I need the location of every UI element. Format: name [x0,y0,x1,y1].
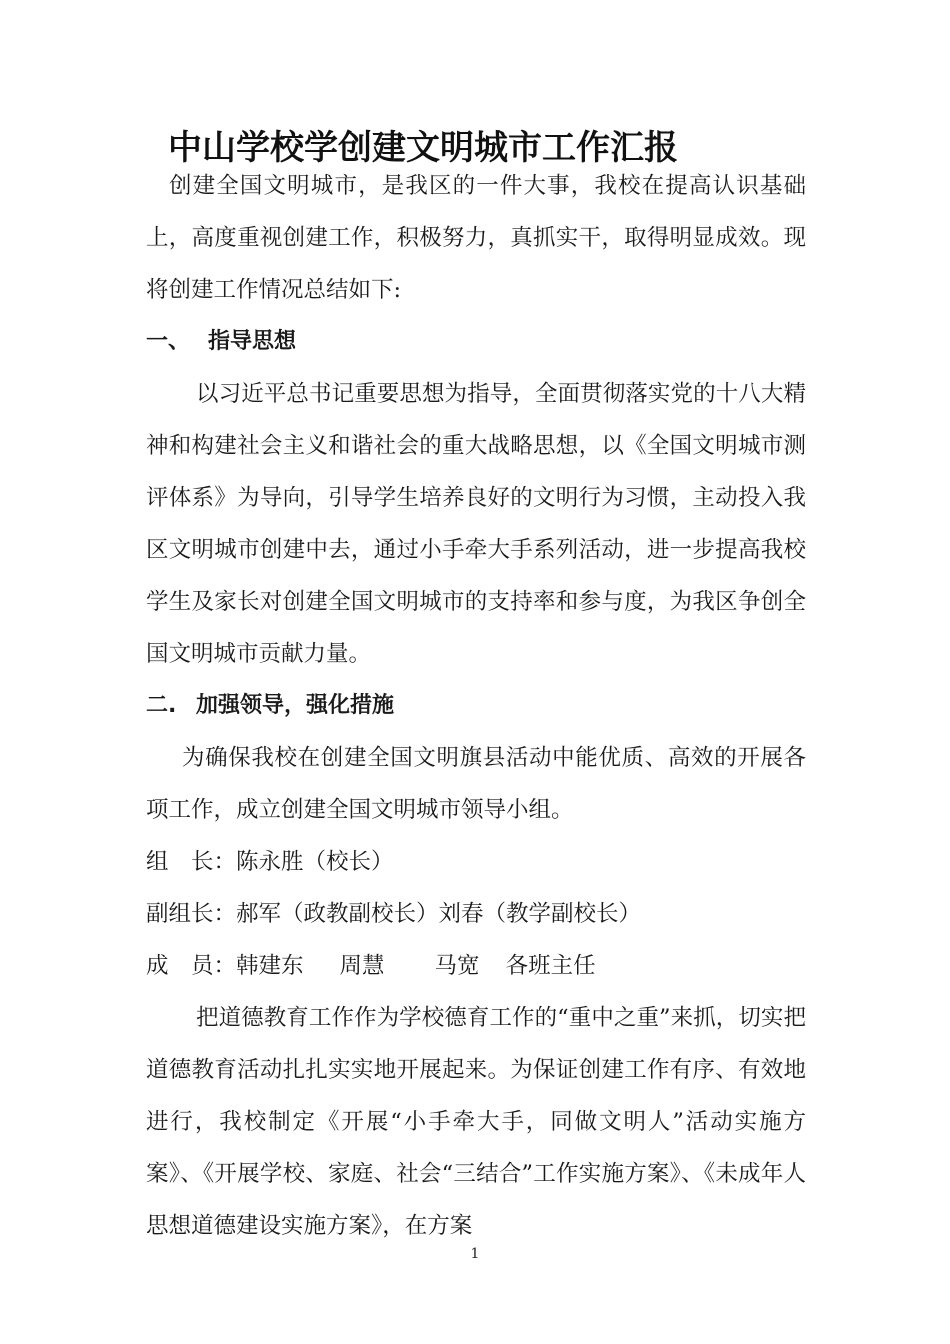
member-name: 周慧 [339,953,385,979]
document-body [146,160,806,1252]
section1-title: 指导思想 [208,329,297,354]
section2-paragraph2: 把道德教育工作作为学校德育工作的“重中之重”来抓，切实把道德教育活动扎扎实实地开展起来。为保证创建工作有序、有效地进行，我校制定《开展“小手牵大手，同做文明人”活动实施方案》、《开展学校、家庭、社会“三结合”工作实施方案》、《未成年人思想道德建设实施方案》，在方案 [146,1005,806,1239]
deputy-row [146,888,806,940]
member-name: 马宽 [434,953,480,979]
members-row [146,940,806,992]
leader-label: 组 长： [146,849,237,875]
section2-title: 加强领导，强化措施 [196,693,395,718]
member-name: 各班主任 [505,953,596,979]
section2-heading [146,680,806,732]
leader-row [146,836,806,888]
intro-paragraph: 创建全国文明城市，是我区的一件大事，我校在提高认识基础上，高度重视创建工作，积极努力，真抓实干，取得明显成效。现将创建工作情况总结如下: [146,173,806,303]
member-name: 韩建东 [236,953,304,979]
leader-value: 陈永胜（校长） [236,849,394,875]
members-label: 成 员： [146,953,237,979]
document-title: 中山学校学创建文明城市工作汇报 [168,128,678,168]
deputy-value: 郝军（政教副校长）刘春（教学副校长） [236,901,642,927]
section2-paragraph1: 为确保我校在创建全国文明旗县活动中能优质、高效的开展各项工作，成立创建全国文明城市领导小组。 [146,745,806,823]
section1-paragraph: 以习近平总书记重要思想为指导，全面贯彻落实党的十八大精神和构建社会主义和谐社会的重大战略思想，以《全国文明城市测评体系》为导向，引导学生培养良好的文明行为习惯，主动投入我区文明城市创建中去，通过小手牵大手系列活动，进一步提高我校学生及家长对创建全国文明城市的支持率和参与度，为我区争创全国文明城市贡献力量。 [146,381,806,667]
section1-number: 一、 [146,329,191,354]
page-number: 1 [470,1246,480,1262]
deputy-label: 副组长： [146,901,237,927]
section2-number: 二. [146,693,177,718]
section1-heading [146,316,806,368]
